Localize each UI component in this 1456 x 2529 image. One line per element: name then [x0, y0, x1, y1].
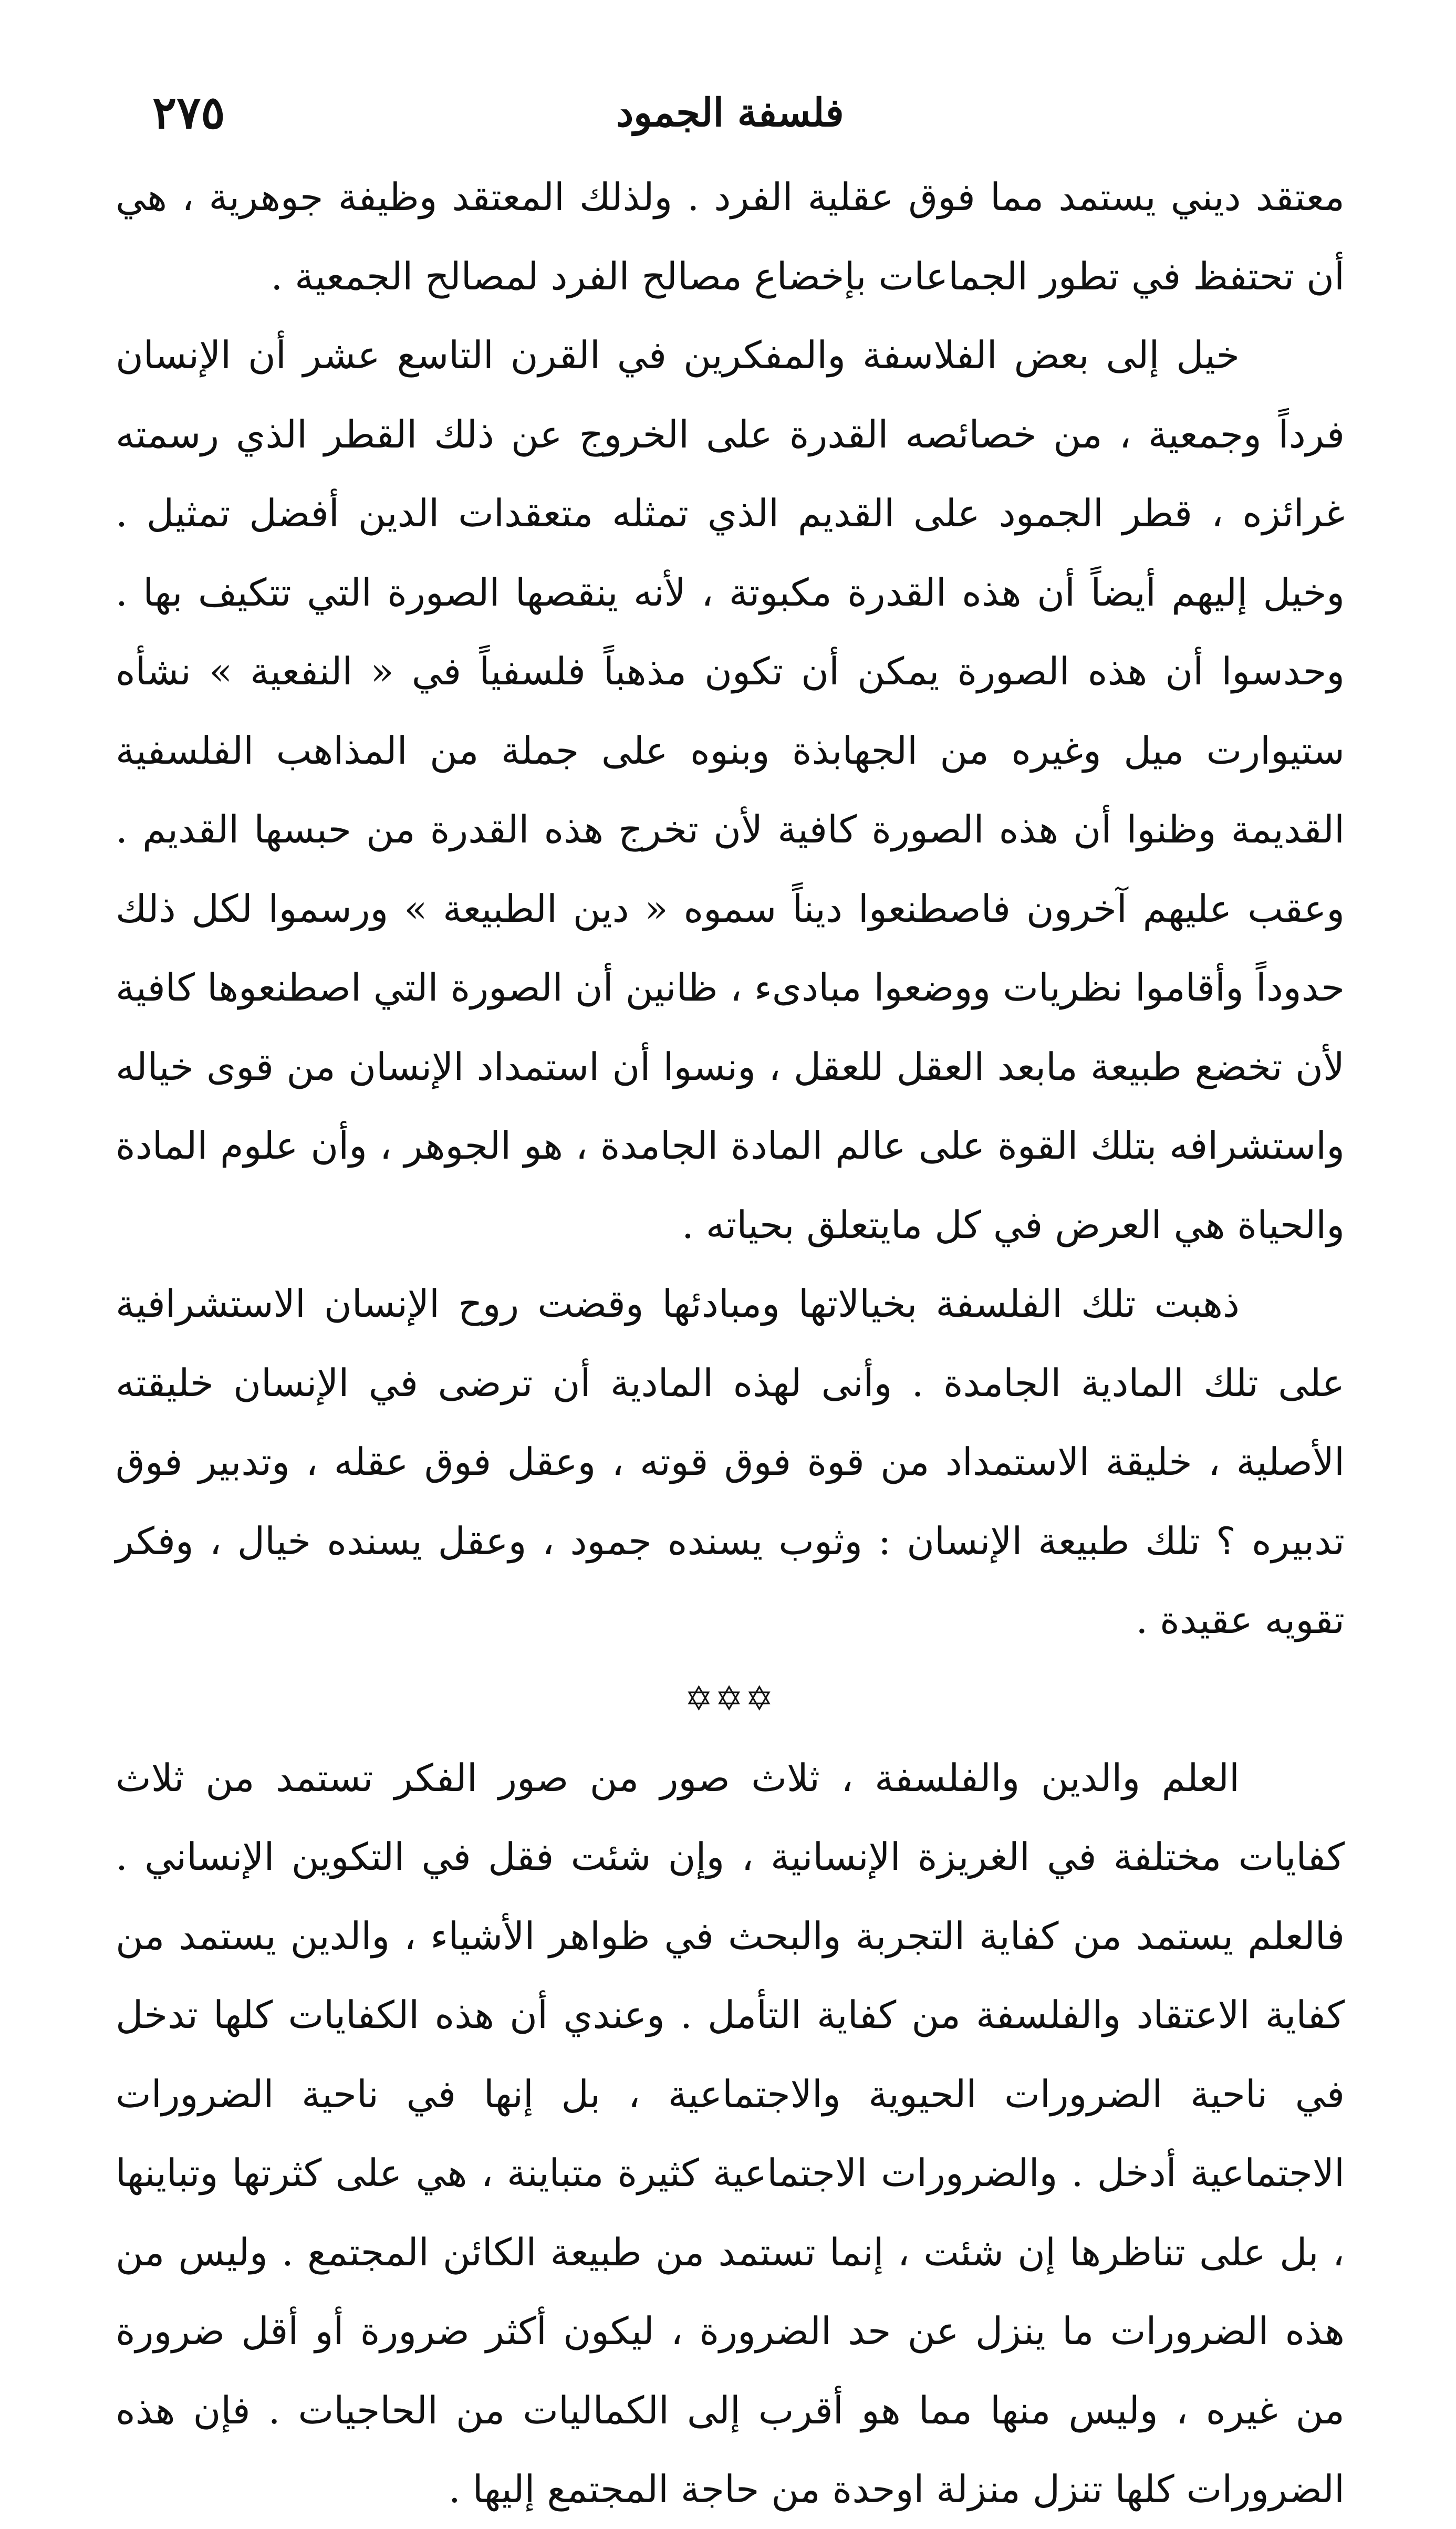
section-separator: ✡✡✡: [684, 1679, 776, 1719]
paragraph-2: خيل إلى بعض الفلاسفة والمفكرين في القرن التاسع عشر أن الإنسان فرداً وجمعية ، من خصائصه القدرة على الخروج عن ذلك القطر الذي رسمته غرائزه ، قطر الجمود على القديم الذي تمثله متعقدات الدين أفضل تمثيل . وخيل إليهم أيضاً أن هذه القدرة مكبوتة ، لأنه ينقصها الصورة التي تتكيف بها . وحدسوا أن هذه الصورة يمكن أن تكون مذهباً فلسفياً في « النفعية » نشأه ستيوارت ميل وغيره من الجهابذة وبنوه على جملة من المذاهب الفلسفية القديمة وظنوا أن هذه الصورة كافية لأن تخرج هذه القدرة من حبسها القديم . وعقب عليهم آخرون فاصطنعوا ديناً سموه « دين الطبيعة » ورسموا لكل ذلك حدوداً وأقاموا نظريات ووضعوا مبادىء ، ظانين أن الصورة التي اصطنعوها كافية لأن تخضع طبيعة مابعد العقل للعقل ، ونسوا أن استمداد الإنسان من قوى خياله واستشرافه بتلك القوة على عالم المادة الجامدة ، هو الجوهر ، وأن علوم المادة والحياة هي العرض في كل مايتعلق بحياته .: [116, 333, 1345, 1247]
paragraph-4: العلم والدين والفلسفة ، ثلاث صور من صور الفكر تستمد من ثلاث كفايات مختلفة في الغريزة الإنسانية ، وإن شئت فقل في التكوين الإنساني . فالعلم يستمد من كفاية التجربة والبحث في ظواهر الأشياء ، والدين يستمد من كفاية الاعتقاد والفلسفة من كفاية التأمل . وعندي أن هذه الكفايات كلها تدخل في ناحية الضرورات الحيوية والاجتماعية ، بل إنها في ناحية الضرورات الاجتماعية أدخل . والضرورات الاجتماعية كثيرة متباينة ، هي على كثرتها وتباينها ، بل على تناظرها إن شئت ، إنما تستمد من طبيعة الكائن المجتمع . وليس من هذه الضرورات ما ينزل عن حد الضرورة ، ليكون أكثر ضرورة أو أقل ضرورة من غيره ، وليس منها مما هو أقرب إلى الكماليات من الحاجيات . فإن هذه الضرورات كلها تنزل منزلة اوحدة من حاجة المجتمع إليها .: [116, 1755, 1345, 2511]
paragraph-1: معتقد ديني يستمد مما فوق عقلية الفرد . ولذلك المعتقد وظيفة جوهرية ، هي أن تحتفظ في تطور الجماعات بإخضاع مصالح الفرد لمصالح الجمعية .: [116, 175, 1345, 298]
page-number: ٢٧٥: [152, 86, 225, 139]
paragraph-3: ذهبت تلك الفلسفة بخيالاتها ومبادئها وقضت روح الإنسان الاستشرافية على تلك المادية الجامدة . وأنى لهذه المادية أن ترضى في الإنسان خليقته الأصلية ، خليقة الاستمداد من قوة فوق قوته ، وعقل فوق عقله ، وتدبير فوق تدبيره ؟ تلك طبيعة الإنسان : وثوب يسنده جمود ، وعقل يسنده خيال ، وفكر تقويه عقيدة .: [116, 1282, 1345, 1642]
page-header: [131, 79, 1329, 147]
page-body: [116, 158, 1345, 2529]
running-title: فلسفة الجمود: [616, 90, 844, 136]
